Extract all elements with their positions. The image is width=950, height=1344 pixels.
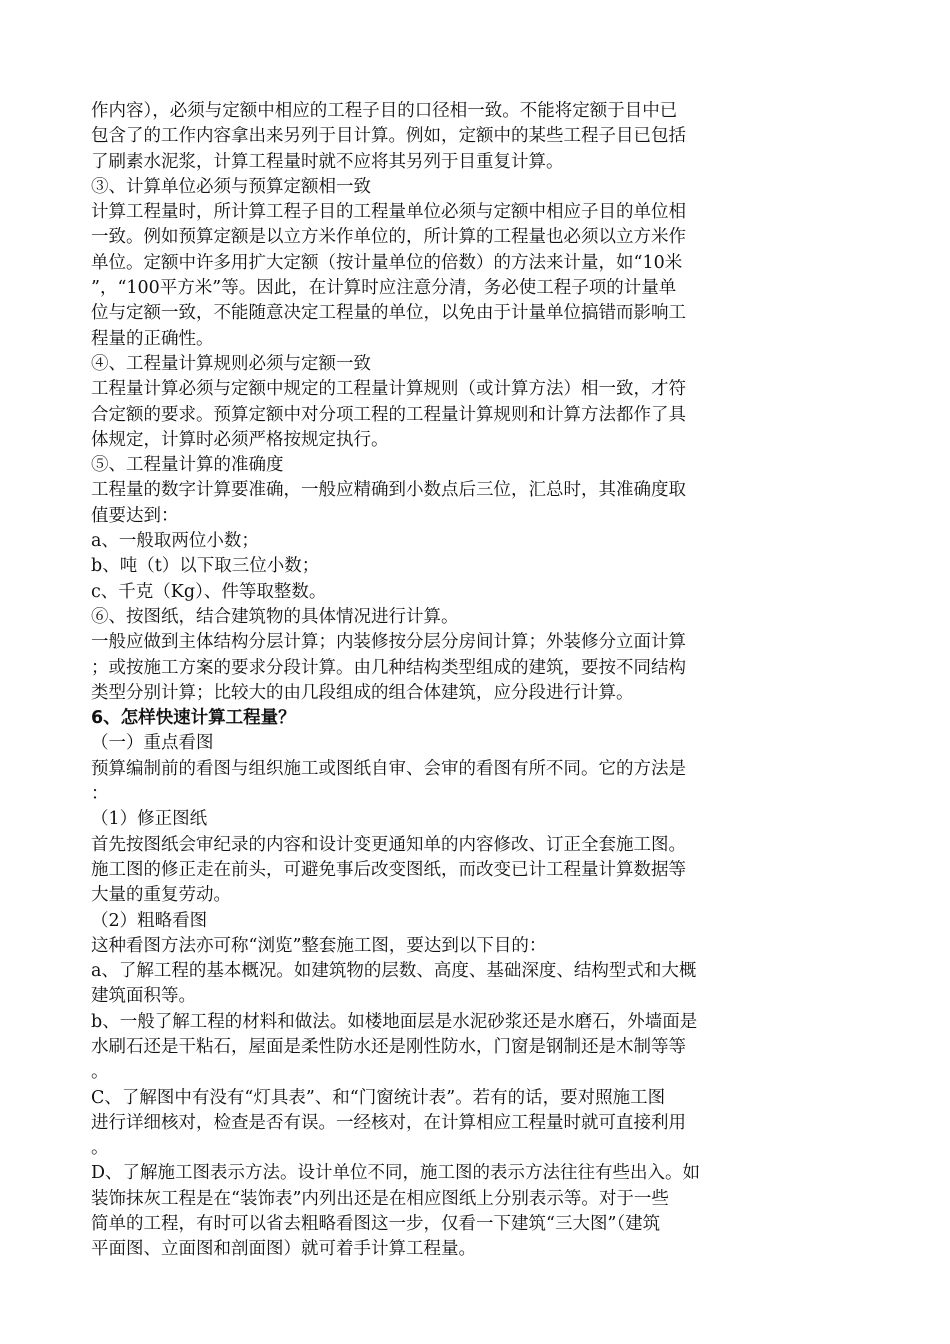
text-line: 装饰抹灰工程是在“装饰表”内列出还是在相应图纸上分别表示等。对于一些 (91, 1188, 669, 1209)
text-line: a、一般取两位小数； (91, 531, 259, 552)
text-line: 程量的正确性。 (91, 328, 214, 349)
text-line: 单位。定额中许多用扩大定额（按计量单位的倍数）的方法来计量，如“10米 (91, 252, 683, 273)
text-line: 工程量的数字计算要准确，一般应精确到小数点后三位，汇总时，其准确度取 (91, 480, 686, 501)
text-line: 工程量计算必须与定额中规定的工程量计算规则（或计算方法）相一致，才符 (91, 379, 686, 400)
text-line: a、了解工程的基本概况。如建筑物的层数、高度、基础深度、结构型式和大概 (91, 961, 697, 982)
text-line: 包含了的工作内容拿出来另列于目计算。例如，定额中的某些工程子目已包括 (91, 126, 686, 147)
text-line: 平面图、立面图和剖面图）就可着手计算工程量。 (91, 1239, 476, 1260)
text-line: ；或按施工方案的要求分段计算。由几种结构类型组成的建筑，要按不同结构 (91, 657, 686, 678)
text-line: ⑤、工程量计算的准确度 (91, 455, 284, 476)
text-line: 作内容），必须与定额中相应的工程子目的口径相一致。不能将定额于目中已 (91, 101, 678, 121)
text-line: 水刷石还是干粘石，屋面是柔性防水还是刚性防水，门窗是钢制还是木制等等 (91, 1036, 686, 1057)
text-line: b、吨（t）以下取三位小数； (91, 556, 320, 577)
text-line: ”，“100平方米”等。因此，在计算时应注意分清，务必使工程子项的计量单 (91, 278, 677, 299)
text-line: 进行详细核对，检查是否有误。一经核对，在计算相应工程量时就可直接利用 (91, 1112, 686, 1133)
text-line: 预算编制前的看图与组织施工或图纸自审、会审的看图有所不同。它的方法是 (91, 758, 686, 779)
text-line: 值要达到： (91, 505, 179, 526)
text-line: ④、工程量计算规则必须与定额一致 (91, 353, 371, 374)
text-line: 施工图的修正走在前头，可避免事后改变图纸，而改变已计工程量计算数据等 (91, 859, 686, 880)
text-line: ③、计算单位必须与预算定额相一致 (91, 176, 371, 197)
text-line: D、了解施工图表示方法。设计单位不同，施工图的表示方法往往有些出入。如 (91, 1163, 701, 1184)
text-line: 首先按图纸会审纪录的内容和设计变更通知单的内容修改、订正全套施工图。 (91, 834, 686, 855)
text-line: ： (91, 784, 109, 805)
text-line: 这种看图方法亦可称“浏览”整套施工图，要达到以下目的： (91, 935, 547, 956)
text-line: 建筑面积等。 (91, 986, 196, 1007)
text-line: C、了解图中有没有“灯具表”、和“门窗统计表”。若有的话，要对照施工图 (91, 1087, 666, 1108)
text-line: 类型分别计算；比较大的由几段组成的组合体建筑，应分段进行计算。 (91, 682, 634, 703)
text-line: 大量的重复劳动。 (91, 885, 231, 906)
text-line: 合定额的要求。预算定额中对分项工程的工程量计算规则和计算方法都作了具 (91, 404, 686, 425)
text-line: 。 (91, 1138, 109, 1159)
text-line: （2）粗略看图 (91, 910, 208, 931)
text-line: c、千克（Kg）、件等取整数。 (91, 581, 327, 602)
section-heading: 6、怎样快速计算工程量？ (91, 708, 296, 729)
document-page (91, 99, 761, 1263)
text-line: 了刷素水泥浆，计算工程量时就不应将其另列于目重复计算。 (91, 151, 564, 172)
text-line: （1）修正图纸 (91, 809, 208, 830)
text-line: 一致。例如预算定额是以立方米作单位的，所计算的工程量也必须以立方米作 (91, 227, 686, 248)
text-line: 体规定，计算时必须严格按规定执行。 (91, 429, 389, 450)
text-line: 位与定额一致，不能随意决定工程量的单位，以免由于计量单位搞错而影响工 (91, 303, 686, 324)
text-line: 一般应做到主体结构分层计算；内装修按分层分房间计算；外装修分立面计算 (91, 632, 686, 653)
text-line: ⑥、按图纸，结合建筑物的具体情况进行计算。 (91, 606, 459, 627)
text-line: b、一般了解工程的材料和做法。如楼地面层是水泥砂浆还是水磨石，外墙面是 (91, 1011, 698, 1032)
text-line: （一）重点看图 (91, 733, 214, 754)
text-line: 计算工程量时，所计算工程子目的工程量单位必须与定额中相应子目的单位相 (91, 202, 686, 223)
text-line: 简单的工程，有时可以省去粗略看图这一步，仅看一下建筑“三大图”（建筑 (91, 1214, 661, 1235)
text-line: 。 (91, 1062, 109, 1083)
